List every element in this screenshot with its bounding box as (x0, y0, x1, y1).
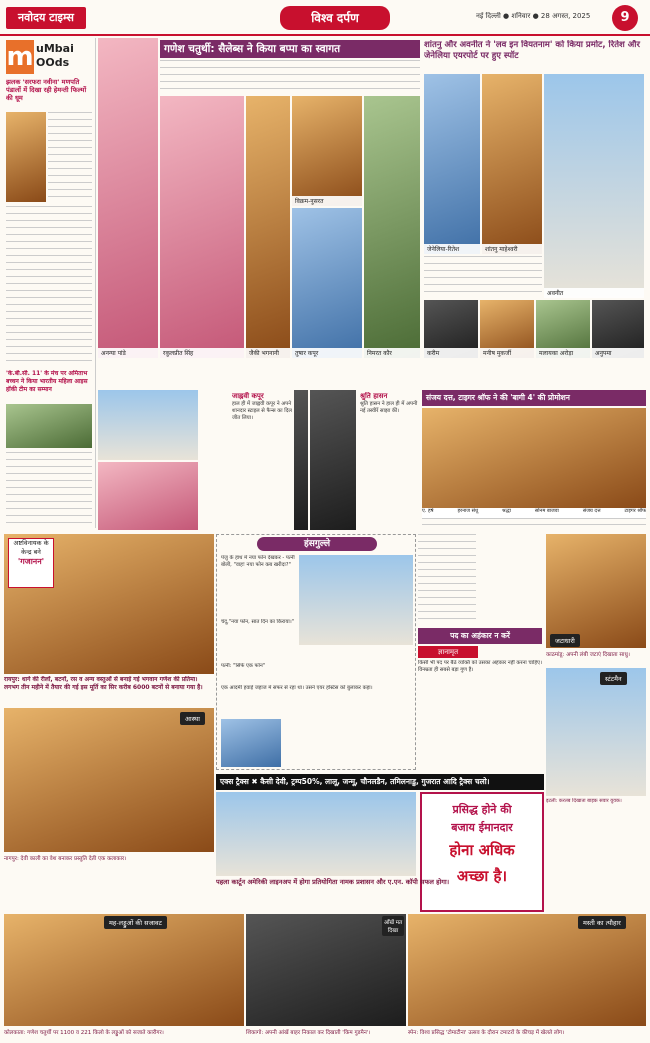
quote-line3: होना अधिक (449, 841, 515, 859)
jackky-photo[interactable]: जैकी भगनानी (246, 96, 290, 358)
shantanu-article (424, 256, 542, 296)
janhvi-section (98, 390, 308, 530)
baaghi-photo[interactable] (422, 408, 646, 508)
section-title: विश्व दर्पण (280, 6, 390, 30)
ashtavinayak-section (4, 534, 214, 708)
newspaper-logo[interactable]: नवोदय टाइम्स (6, 7, 86, 29)
kbc-article (6, 452, 92, 526)
hockey-team-photo (6, 404, 92, 448)
aastha-section (4, 708, 214, 866)
editorial-text: किसी भी पद पर बैठे व्यक्ति को उसका अहंकार नहीं करना चाहिए। विनम्रता ही सबसे बड़ा गुण है। (418, 660, 542, 673)
stuntman-caption: इटली: करतब दिखाता बाइक सवार युवक। (546, 798, 622, 804)
ganesh-article (160, 60, 420, 94)
editorial-col1 (418, 534, 476, 624)
ladoo-section (4, 914, 244, 1040)
tomato-label: मस्ती का त्यौहार (578, 916, 626, 929)
tomato-caption: स्पेन: विश्व प्रसिद्ध 'टोमाटीना' उत्सव के दौरान टमाटरों के कीचड़ में खेलते लोग। (408, 1030, 565, 1036)
edition-date: नई दिल्ली ● शनिवार ● 28 अगस्त, 2025 (476, 12, 591, 20)
hasgulle-section (216, 534, 416, 770)
karim-photo[interactable]: करीम (424, 300, 478, 358)
baaghi-article (422, 518, 646, 530)
quote-line1: प्रसिद्ध होने की (452, 803, 512, 816)
shruti-photo[interactable] (310, 390, 356, 530)
janhvi-photo-1[interactable] (98, 390, 198, 460)
tomatina-photo[interactable] (408, 914, 646, 1026)
news-ticker: एक्स ट्रैक्स ✖ कैसी देवी, ट्रम्प50%, लालू, जन्मू, चौनलडैन, तमिलनाडु, गुजरात आदि ट्रैक्स चलो। (216, 774, 544, 790)
quote-line4: अच्छा है। (456, 867, 508, 885)
ladoo-caption: कोलकाता: गणेश चतुर्थी पर 1100 व 221 किलो के लड्डुओं को सजाते कारीगर। (4, 1030, 164, 1036)
baaghi-section (422, 390, 646, 530)
joke-4: एक आदमी हवाई जहाज में सफर से रहा था। उसने एयर होस्टेस को बुलाकर कहा। (221, 685, 373, 691)
page-number: 9 (612, 5, 638, 31)
editorial-title: पद का अहंकार न करें (418, 628, 542, 644)
tusshar-photo[interactable]: तुषार कपूर (292, 208, 362, 358)
shantanu-headline: शांतनु और अवनीत ने 'लव इन वियतनाम' को किया प्रमोट, रितेश और जेनेलिया एयरपोर्ट पर हुए स्पॉट (424, 40, 640, 61)
news-headline: पहला कार्टून अमेरिकी लाइनअप में होगा प्रतियोगिता नामक प्रशासन और ए.एन. कॉपी सफल होगा। (216, 878, 450, 886)
jatadhari-label: जटाधारी (550, 634, 580, 647)
aankhe-caption: शिकागो: अपनी आंखें बाहर निकाल कर दिखाती 'किम गुडमैन'। (246, 1030, 371, 1036)
mumbai-badge: m uMbai OOds (6, 42, 74, 72)
ananya-caption: अनन्या पांडे (98, 348, 158, 358)
malaika-photo[interactable]: मलायका अरोड़ा (536, 300, 590, 358)
tomato-section (408, 914, 646, 1040)
joke-3: पत्नी: "सिर्फ एक फोन" (221, 663, 266, 669)
joke-2: चंदू,"नया फोन, सात दिन का किराया।" (221, 619, 295, 625)
hasgulle-title: हंसगुल्ले (257, 537, 377, 551)
shantanu-photo[interactable]: शांतनु माहेश्वरी (482, 74, 542, 254)
stuntman-label: स्टंटमैन (600, 672, 627, 685)
aastha-caption: नागपुर: देवी काली का वेश बनाकर प्रस्तुति देती एक कलाकार। (4, 856, 127, 862)
joke-1: पंजु के हाथ में नया फोन देखकर - पत्नी बोली, "वाह! नया फोन कब खरीदा?" (221, 555, 295, 568)
kbc-headline: 'के.बी.सी. 11' के मंच पर अमिताभ बच्चन ने किया भारतीय महिला आइस हॉकी टीम का सम्मान (6, 370, 88, 393)
bike-stunt-photo[interactable] (546, 668, 646, 796)
mumbai-article-cont (6, 206, 92, 366)
aastha-label: आस्था (180, 712, 205, 725)
masthead (0, 0, 650, 36)
manish-photo[interactable]: मनीष मुकर्जी (480, 300, 534, 358)
janhvi-photo-2[interactable] (98, 462, 198, 530)
ganesh-headline: गणेश चतुर्थी: सैलेब्स ने किया बप्पा का स्वागत (160, 40, 420, 58)
stuntman-section (546, 668, 646, 808)
pandal-photo (6, 112, 46, 202)
cartoon-illustration (216, 792, 416, 876)
vikram-nusrat-photo[interactable]: विक्रम-नुसरत (292, 96, 362, 206)
ladoo-photo[interactable] (4, 914, 244, 1026)
shantanu-section (422, 38, 646, 358)
anupama-photo[interactable]: अनुपमा (592, 300, 644, 358)
rakul-photo[interactable]: रकुलप्रीत सिंह (160, 96, 244, 358)
shruti-text: श्रुति हासन श्रुति हासन ने हाल ही में अपनी नई तस्वीरें साझा कीं। (360, 392, 418, 414)
jatadhari-section (546, 534, 646, 664)
jatadhari-caption: काठमांडू: अपनी लंबी जटाएं दिखाता साधु। (546, 652, 630, 658)
quote-line2: बजाय ईमानदार (451, 821, 513, 834)
mumbai-headline: झलक 'सरफरा नवीना' मणपति पंडालों में दिखा रही हेमन्ती फिल्मों की धूम (6, 78, 87, 102)
baaghi-captions: ए. हर्ष हरनाज संधू श्रद्धा सोनम बाजवा संजय दत्त टाइगर श्रॉफ (422, 508, 646, 518)
aankhe-label: आँखें मत दिखा (382, 916, 404, 936)
ashtavinayak-caption: रायपुर: धागे की रीलों, बटनों, रस व अन्य वस्तुओं से बनाई गई भगवान गणेश की प्रतिमा। लगभग तीन महीने में तैयार की गई इस मूर्ति का सिर करीब 6000 बटनों से बनाया गया है। (4, 676, 203, 691)
cartoon (299, 555, 413, 645)
janhvi-photo-3[interactable] (294, 390, 308, 530)
janhvi-text: जाह्नवी कपूर हाल ही में जाह्नवी कपूर ने अपने शानदार स्टाइल से फैन्स का दिल जीत लिया। (232, 392, 292, 421)
editorial-section (418, 534, 542, 770)
jnanamrit-label: ज्ञानामृत (418, 646, 478, 658)
kali-performer-photo[interactable] (4, 708, 214, 852)
ashtavinayak-label: अष्टविनायक के केन्द्र बने 'गजानन' (8, 538, 54, 588)
mumbai-column (4, 38, 96, 528)
ladoo-label: मह-लड्डुओं की सजावट (104, 916, 167, 929)
aankhe-section (246, 914, 406, 1040)
mumbai-article (48, 112, 92, 202)
avneet-photo[interactable]: अवनीत (544, 74, 644, 298)
genelia-riteish-photo[interactable]: जेनेलिया-रितेश (424, 74, 480, 254)
nimrat-photo[interactable]: निमरत कौर (364, 96, 420, 358)
ananya-main-photo (98, 38, 158, 358)
ganesh-section (98, 38, 420, 358)
baaghi-headline: संजय दत्त, टाइगर श्रॉफ ने की 'बागी 4' की प्रोमोशन (422, 390, 646, 406)
shruti-section (310, 390, 418, 530)
airplane-cartoon (221, 719, 281, 767)
sadhu-photo[interactable] (546, 534, 646, 648)
